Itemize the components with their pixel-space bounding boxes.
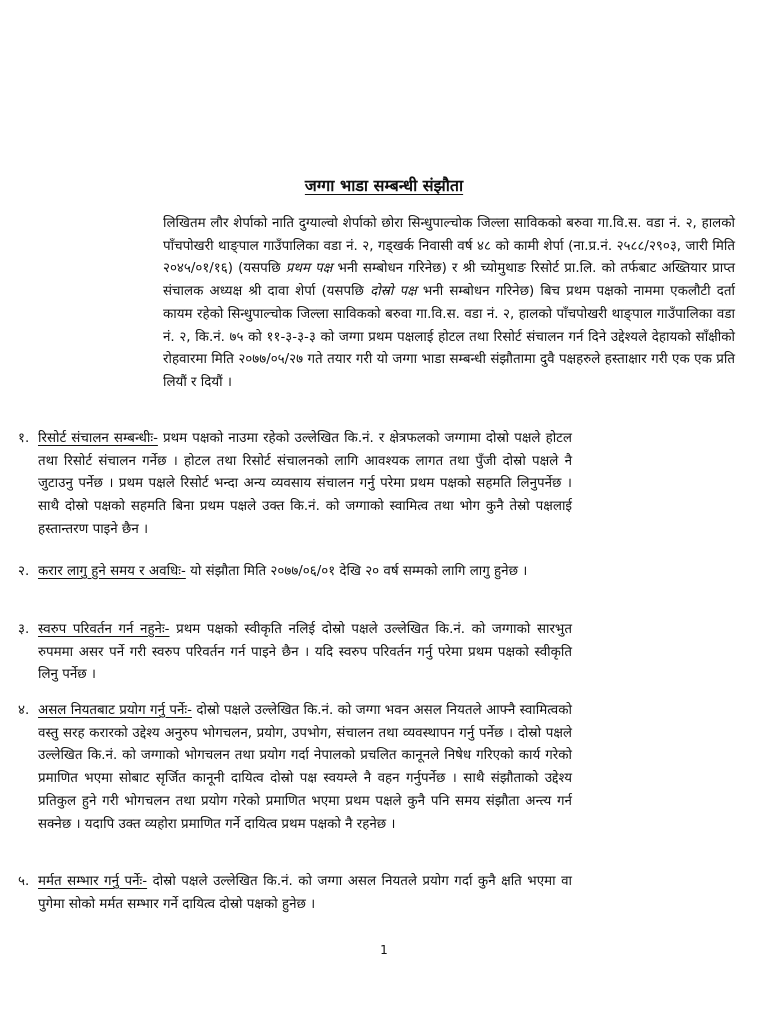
clause-heading: मर्मत सम्भार गर्नु पर्नेः- (38, 874, 148, 889)
clause-3 (0, 619, 572, 687)
intro-paragraph (163, 213, 735, 395)
clause-2 (0, 561, 572, 584)
clause-heading: करार लागु हुने समय र अवधिः- (38, 564, 186, 579)
document-title-text: जग्गा भाडा सम्बन्धी संझौता (304, 176, 464, 195)
clause-text: दोस्रो पक्षले उल्लेखित कि.नं. को जग्गा भवन असल नियतले आफ्नै स्वामित्वको वस्तु सरह करारको उद्देश्य अनुरुप भोगचलन, प्रयोग, उपभोग, संचालन तथा व्यवस्थापन गर्नु पर्नेछ । दोस्रो पक्षले उल्लेखित कि.नं. को जग्गाको भोगचलन तथा प्रयोग गर्दा नेपालको प्रचलित कानूनले निषेध गरिएको कार्य गरेको प्रमाणित भएमा सोबाट सृर्जित कानूनी दायित्व दोस्रो पक्ष स्वयम्ले नै वहन गर्नुपर्नेछ । साथै संझौताको उद्देश्य प्रतिकुल हुने गरी भोगचलन तथा प्रयोग गरेको प्रमाणित भएमा प्रथम पक्षले कुनै पनि समय संझौता अन्त्य गर्न सक्नेछ । यदापि उक्त व्यहोरा प्रमाणित गर्ने दायित्व प्रथम पक्षको नै रहनेछ । (38, 703, 572, 832)
second-party-term: दोस्रो पक्ष (370, 284, 417, 300)
clause-heading: असल नियतबाट प्रयोग गर्नु पर्नेः- (38, 703, 192, 718)
clause-4 (0, 700, 572, 836)
document-title (0, 174, 768, 196)
clause-body (38, 428, 572, 542)
first-party-term: प्रथम पक्ष (285, 261, 333, 277)
clause-body (38, 700, 572, 836)
clause-text: दोस्रो पक्षले उल्लेखित कि.नं. को जग्गा असल नियतले प्रयोग गर्दा कुनै क्षति भएमा वा पुगेमा सोको मर्मत सम्भार गर्ने दायित्व दोस्रो पक्षको हुनेछ । (38, 874, 572, 912)
clause-heading: स्वरुप परिवर्तन गर्न नहुनेः- (38, 622, 170, 637)
clause-number: २. (18, 564, 30, 579)
clause-5 (0, 871, 572, 916)
clause-1 (0, 428, 572, 542)
clause-number: ५. (18, 874, 30, 889)
clause-body (38, 561, 572, 584)
clause-number: ४. (18, 703, 30, 718)
clause-text: यो संझौता मिति २०७७/०६/०१ देखि २० वर्ष सम्मको लागि लागु हुनेछ । (185, 564, 528, 579)
clause-number: १. (18, 431, 30, 446)
page-number: 1 (380, 943, 388, 957)
clause-body (38, 619, 572, 687)
clause-heading: रिसोर्ट संचालन सम्बन्धीः- (38, 431, 158, 446)
clause-text: प्रथम पक्षको स्वीकृति नलिई दोस्रो पक्षले उल्लेखित कि.नं. को जग्गाको सारभुत रुपममा असर पर्ने गरी स्वरुप परिवर्तन गर्न पाइने छैन । यदि स्वरुप परिवर्तन गर्नु परेमा प्रथम पक्षको स्वीकृति लिनु पर्नेछ । (38, 622, 572, 683)
clause-number: ३. (18, 622, 30, 637)
intro-text-2: भनी सम्बोधन गरिनेछ) र श्री च्योमुथाङ रिसोर्ट प्रा.लि. को तर्फबाट अख्तियार प्राप्त संचालक अध्यक्ष श्री दावा शेर्पा (यसपछि (163, 261, 735, 300)
clause-body (38, 871, 572, 916)
intro-text-3: भनी सम्बोधन गरिनेछ) बिच प्रथम पक्षको नाममा एकलौटी दर्ता कायम रहेको सिन्धुपाल्चोक जिल्ला साविकको बरुवा गा.वि.स. वडा नं. २, हालको पाँचपोखरी थाङ्पाल गाउँपालिका वडा नं. २, कि.नं. ७५ को ११-३-३-३ को जग्गा प्रथम पक्षलाई होटल तथा रिसोर्ट संचालन गर्न दिने उद्देश्यले देहायको साँक्षीको रोहवारमा मिति २०७७/०५/२७ गते तयार गरी यो जग्गा भाडा सम्बन्धी संझौतामा दुवै पक्षहरुले हस्ताक्षार गरी एक एक प्रति लियौं र दियौं । (163, 284, 735, 390)
clause-text: प्रथम पक्षको नाउमा रहेको उल्लेखित कि.नं. र क्षेत्रफलको जग्गामा दोस्रो पक्षले होटल तथा रिसोर्ट संचालन गर्नेछ । होटल तथा रिसोर्ट संचालनको लागि आवश्यक लागत तथा पुँजी दोस्रो पक्षले नै जुटाउनु पर्नेछ । प्रथम पक्षले रिसोर्ट भन्दा अन्य व्यवसाय संचालन गर्नु परेमा प्रथम पक्षको सहमति लिनुपर्नेछ । साथै दोस्रो पक्षको सहमति बिना प्रथम पक्षले उक्त कि.नं. को जग्गाको स्वामित्व तथा भोग कुनै तेस्रो पक्षलाई हस्तान्तरण पाइने छैन । (38, 431, 572, 537)
intro-text-1: लिखितम लौर शेर्पाको नाति दुग्याल्वो शेर्पाको छोरा सिन्धुपाल्चोक जिल्ला साविकको बरुवा गा.वि.स. वडा नं. २, हालको पाँचपोखरी थाङ्पाल गाउँपालिका वडा नं. २, गड्खर्क निवासी वर्ष ४८ को कामी शेर्पा (ना.प्र.नं. २५८८/२९०३, जारी मिति २०४५/०१/१६) (यसपछि (163, 216, 735, 277)
